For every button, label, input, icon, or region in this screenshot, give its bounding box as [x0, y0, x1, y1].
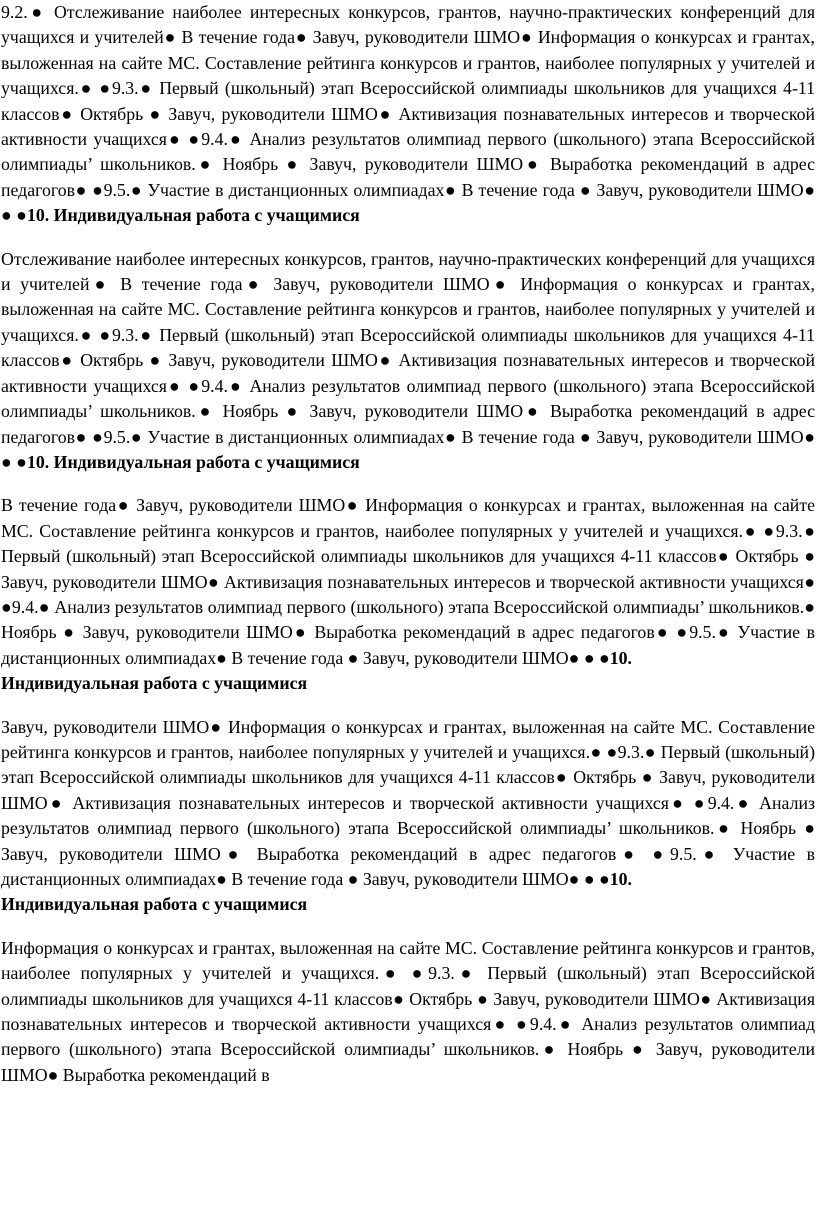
- paragraph-1-heading: 10. Индивидуальная работа с учащимися: [26, 205, 360, 226]
- paragraph-4-number: 10.: [609, 869, 632, 889]
- paragraph-3: [1, 493, 815, 696]
- paragraph-4-heading: Индивидуальная работа с учащимися: [1, 894, 308, 915]
- paragraph-3-heading: Индивидуальная работа с учащимися: [1, 673, 308, 694]
- paragraph-5-text: Информация о конкурсах и грантах, выложенная на сайте МС. Составление рейтинга конкурсов и грантов, наиболее популярных у учителей и учащихся.● ●9.3.● Первый (школьный) этап Всероссийской олимпиады школьников для учащихся 4-11 классов● Октябрь ● Завуч, руководители ШМО● Активизация познавательных интересов и творческой активности учащихся● ●9.4.● Анализ результатов олимпиад первого (школьного) этапа Всероссийской олимпиады’ школьников.● Ноябрь ● Завуч, руководители ШМО● Выработка рекомендаций в: [1, 937, 815, 1085]
- paragraph-3-number: 10.: [609, 647, 632, 668]
- paragraph-1: [1, 0, 815, 229]
- paragraph-1-text: 9.2.● Отслеживание наиболее интересных конкурсов, грантов, научно-практических конференций для учащихся и учителей● В течение года● Завуч, руководители ШМО● Информация о конкурсах и грантах, выложенная на сайте МС. Составление рейтинга конкурсов и грантов, наиболее популярных у учителей и учащихся.● ●9.3.● Первый (школьный) этап Всероссийской олимпиады школьников для учащихся 4-11 классов● Октябрь ● Завуч, руководители ШМО● Активизация познавательных интересов и творческой активности учащихся● ●9.4.● Анализ результатов олимпиад первого (школьного) этапа Всероссийской олимпиады’ школьников.● Ноябрь ● Завуч, руководители ШМО● Выработка рекомендаций в адрес педагогов● ●9.5.● Участие в дистанционных олимпиадах● В течение года ● Завуч, руководители ШМО● ● ●: [1, 2, 815, 226]
- paragraph-3-text: В течение года● Завуч, руководители ШМО● Информация о конкурсах и грантах, выложенная на сайте МС. Составление рейтинга конкурсов и грантов, наиболее популярных у учителей и учащихся.● ●9.3.● Первый (школьный) этап Всероссийской олимпиады школьников для учащихся 4-11 классов● Октябрь ● Завуч, руководители ШМО● Активизация познавательных интересов и творческой активности учащихся● ●9.4.● Анализ результатов олимпиад первого (школьного) этапа Всероссийской олимпиады’ школьников.● Ноябрь ● Завуч, руководители ШМО● Выработка рекомендаций в адрес педагогов● ●9.5.● Участие в дистанционных олимпиадах● В течение года ● Завуч, руководители ШМО● ● ●: [1, 495, 815, 668]
- paragraph-4: [1, 715, 815, 918]
- paragraph-2: [1, 247, 815, 476]
- paragraph-4-text: Завуч, руководители ШМО● Информация о конкурсах и грантах, выложенная на сайте МС. Составление рейтинга конкурсов и грантов, наиболее популярных у учителей и учащихся.● ●9.3.● Первый (школьный) этап Всероссийской олимпиады школьников для учащихся 4-11 классов● Октябрь ● Завуч, руководители ШМО● Активизация познавательных интересов и творческой активности учащихся● ●9.4.● Анализ результатов олимпиад первого (школьного) этапа Всероссийской олимпиады’ школьников.● Ноябрь ● Завуч, руководители ШМО● Выработка рекомендаций в адрес педагогов● ●9.5.● Участие в дистанционных олимпиадах● В течение года ● Завуч, руководители ШМО● ● ●: [1, 716, 815, 889]
- paragraph-2-heading: 10. Индивидуальная работа с учащимися: [26, 451, 360, 472]
- paragraph-2-text: Отслеживание наиболее интересных конкурсов, грантов, научно-практических конференций для учащихся и учителей● В течение года● Завуч, руководители ШМО● Информация о конкурсах и грантах, выложенная на сайте МС. Составление рейтинга конкурсов и грантов, наиболее популярных у учителей и учащихся.● ●9.3.● Первый (школьный) этап Всероссийской олимпиады школьников для учащихся 4-11 классов● Октябрь ● Завуч, руководители ШМО● Активизация познавательных интересов и творческой активности учащихся● ●9.4.● Анализ результатов олимпиад первого (школьного) этапа Всероссийской олимпиады’ школьников.● Ноябрь ● Завуч, руководители ШМО● Выработка рекомендаций в адрес педагогов● ●9.5.● Участие в дистанционных олимпиадах● В течение года ● Завуч, руководители ШМО● ● ●: [1, 248, 815, 472]
- paragraph-5: [1, 936, 815, 1088]
